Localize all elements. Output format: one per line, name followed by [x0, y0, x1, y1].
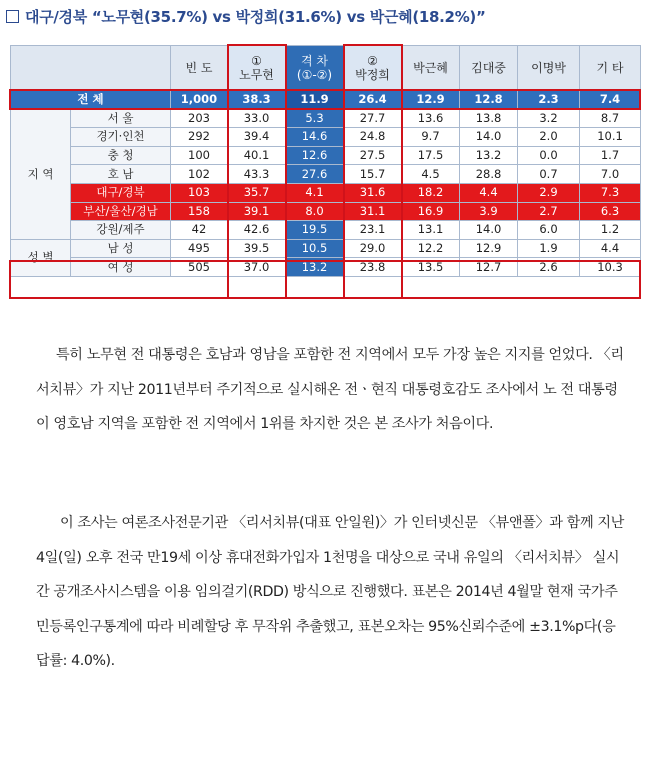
cell: 13.1	[402, 221, 460, 240]
table-row-highlight	[11, 202, 641, 221]
header-lmb: 이명박	[518, 46, 580, 91]
cell: 17.5	[402, 146, 460, 165]
cell: 38.3	[228, 91, 286, 110]
gap-cell: 19.5	[286, 221, 344, 240]
header-etc: 기 타	[580, 46, 641, 91]
cell: 2.0	[518, 128, 580, 147]
group-label-gender: 성 별	[11, 239, 71, 276]
poll-table	[10, 45, 641, 277]
cell: 292	[171, 128, 228, 147]
cell: 7.4	[580, 91, 641, 110]
table-row	[11, 258, 641, 277]
total-row	[11, 91, 641, 110]
cell: 0.0	[518, 146, 580, 165]
row-label: 대구/경북	[71, 183, 171, 202]
paragraph-1: 특히 노무현 전 대통령은 호남과 영남을 포함한 전 지역에서 모두 가장 높은 지지를 얻었다. 〈리서치뷰〉가 지난 2011년부터 주기적으로 실시해온 전ㆍ현직 대통령호감도 조사에서 노 전 대통령이 영호남 지역을 포함한 전 지역에서 1위를 차지한 것은 본 조사가 처음이다.	[36, 347, 624, 432]
cell: 505	[171, 258, 228, 277]
cell: 12.2	[402, 239, 460, 258]
cell: 28.8	[460, 165, 518, 184]
gap-cell: 13.2	[286, 258, 344, 277]
row-label: 호 남	[71, 165, 171, 184]
row-label: 경기·인천	[71, 128, 171, 147]
cell: 12.8	[460, 91, 518, 110]
cell: 24.8	[344, 128, 402, 147]
cell: 13.2	[460, 146, 518, 165]
cell: 4.5	[402, 165, 460, 184]
header-roh: ① 노무현	[228, 46, 286, 91]
cell: 13.8	[460, 109, 518, 128]
cell: 31.1	[344, 202, 402, 221]
cell: 9.7	[402, 128, 460, 147]
cell: 16.9	[402, 202, 460, 221]
cell: 18.2	[402, 183, 460, 202]
cell: 14.0	[460, 221, 518, 240]
gap-cell: 4.1	[286, 183, 344, 202]
cell: 3.2	[518, 109, 580, 128]
cell: 39.1	[228, 202, 286, 221]
header-park: ② 박정희	[344, 46, 402, 91]
header-pgh: 박근혜	[402, 46, 460, 91]
cell: 3.9	[460, 202, 518, 221]
cell: 35.7	[228, 183, 286, 202]
header-freq: 빈 도	[171, 46, 228, 91]
gap-cell: 14.6	[286, 128, 344, 147]
cell: 6.0	[518, 221, 580, 240]
cell: 1.2	[580, 221, 641, 240]
cell: 33.0	[228, 109, 286, 128]
cell: 8.7	[580, 109, 641, 128]
gap-cell: 5.3	[286, 109, 344, 128]
cell: 31.6	[344, 183, 402, 202]
table-row	[11, 128, 641, 147]
paragraph-2: 이 조사는 여론조사전문기관 〈리서치뷰(대표 안일원)〉가 인터넷신문 〈뷰앤폴〉과 함께 지난 4일(일) 오후 전국 만19세 이상 휴대전화가입자 1천명을 대상으로 국내 유일의 〈리서치뷰〉 실시간 공개조사시스템을 이용 임의걸기(RDD) 방식으로 진행했다. 표본은 2014년 4월말 현재 국가주민등록인구통계에 따라 비례할당 후 무작위 추출했고, 표본오차는 95%신뢰수준에 ±3.1%p다(응답률: 4.0%).	[36, 515, 624, 669]
cell: 2.9	[518, 183, 580, 202]
cell: 13.6	[402, 109, 460, 128]
cell: 0.7	[518, 165, 580, 184]
cell: 4.4	[580, 239, 641, 258]
cell: 2.7	[518, 202, 580, 221]
table-row	[11, 221, 641, 240]
table-row	[11, 239, 641, 258]
table-row	[11, 165, 641, 184]
cell: 15.7	[344, 165, 402, 184]
cell: 10.3	[580, 258, 641, 277]
table-row	[11, 109, 641, 128]
cell: 42.6	[228, 221, 286, 240]
cell: 2.6	[518, 258, 580, 277]
cell: 42	[171, 221, 228, 240]
row-label: 전 체	[11, 91, 171, 110]
cell: 7.0	[580, 165, 641, 184]
cell: 26.4	[344, 91, 402, 110]
cell: 43.3	[228, 165, 286, 184]
cell: 2.3	[518, 91, 580, 110]
cell: 27.7	[344, 109, 402, 128]
cell: 29.0	[344, 239, 402, 258]
cell: 23.1	[344, 221, 402, 240]
row-label: 여 성	[71, 258, 171, 277]
cell: 1.9	[518, 239, 580, 258]
cell: 13.5	[402, 258, 460, 277]
header-row	[11, 46, 641, 91]
gap-cell: 11.9	[286, 91, 344, 110]
row-label: 서 울	[71, 109, 171, 128]
cell: 6.3	[580, 202, 641, 221]
cell: 1.7	[580, 146, 641, 165]
header-corner	[11, 46, 171, 91]
cell: 12.7	[460, 258, 518, 277]
cell: 37.0	[228, 258, 286, 277]
gap-cell: 8.0	[286, 202, 344, 221]
cell: 40.1	[228, 146, 286, 165]
header-kdj: 김대중	[460, 46, 518, 91]
page-title	[6, 6, 486, 27]
cell: 102	[171, 165, 228, 184]
gap-cell: 12.6	[286, 146, 344, 165]
cell: 1,000	[171, 91, 228, 110]
cell: 203	[171, 109, 228, 128]
gap-cell: 10.5	[286, 239, 344, 258]
cell: 103	[171, 183, 228, 202]
table-row	[11, 146, 641, 165]
row-label: 남 성	[71, 239, 171, 258]
cell: 14.0	[460, 128, 518, 147]
group-label-region: 지 역	[11, 109, 71, 239]
title-text: 대구/경북 “노무현(35.7%) vs 박정희(31.6%) vs 박근혜(18.2%)”	[25, 8, 486, 26]
cell: 495	[171, 239, 228, 258]
cell: 39.5	[228, 239, 286, 258]
cell: 100	[171, 146, 228, 165]
cell: 27.5	[344, 146, 402, 165]
row-label: 부산/울산/경남	[71, 202, 171, 221]
cell: 12.9	[402, 91, 460, 110]
cell: 39.4	[228, 128, 286, 147]
cell: 12.9	[460, 239, 518, 258]
cell: 10.1	[580, 128, 641, 147]
cell: 158	[171, 202, 228, 221]
cell: 23.8	[344, 258, 402, 277]
cell: 7.3	[580, 183, 641, 202]
table-row-highlight	[11, 183, 641, 202]
header-gap: 격 차 (①-②)	[286, 46, 344, 91]
cell: 4.4	[460, 183, 518, 202]
row-label: 충 청	[71, 146, 171, 165]
row-label: 강원/제주	[71, 221, 171, 240]
checkbox-icon	[6, 10, 19, 23]
gap-cell: 27.6	[286, 165, 344, 184]
